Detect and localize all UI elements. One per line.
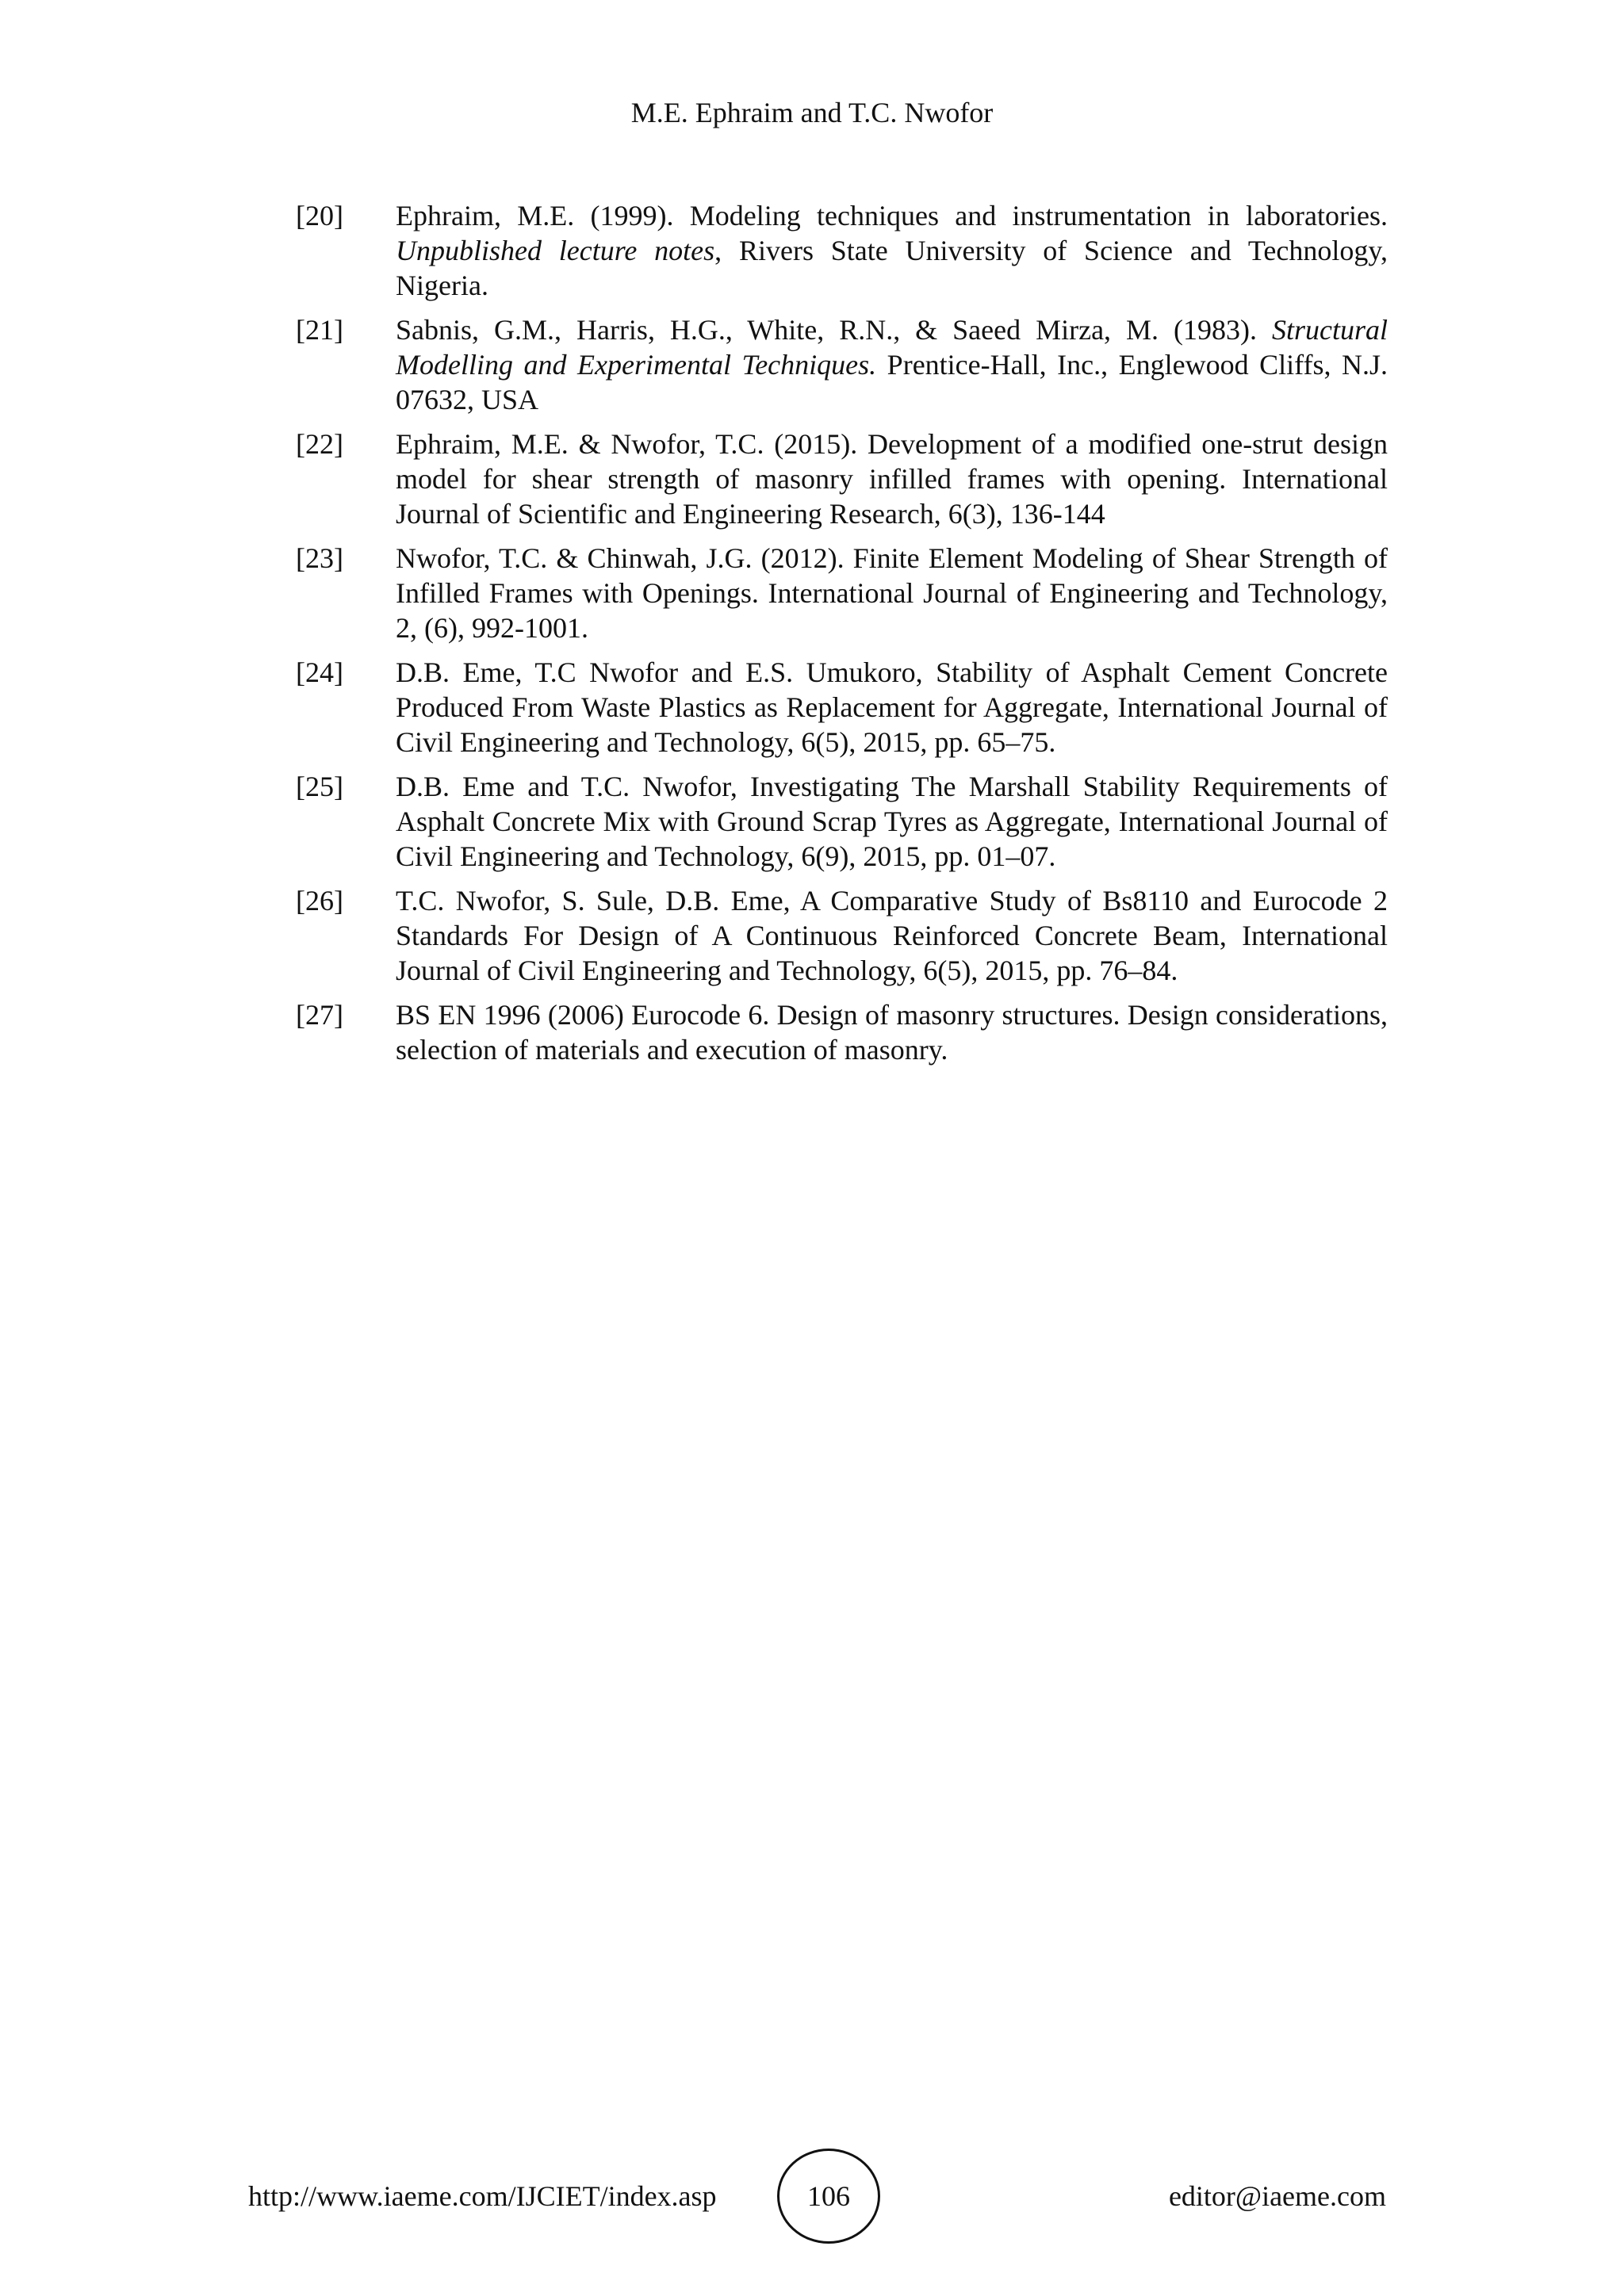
reference-item bbox=[296, 198, 1388, 303]
reference-number: [26] bbox=[296, 885, 343, 916]
footer-email-link[interactable]: editor@iaeme.com bbox=[1168, 2180, 1386, 2212]
reference-segment: D.B. Eme, T.C Nwofor and E.S. Umukoro, Stability of Asphalt Cement Concrete Produced From Waste Plastics as Replacement for Aggregate, International Journal of Civil Engineering and Technology, 6(5), 2015, pp. 65–75. bbox=[396, 656, 1388, 758]
reference-item bbox=[296, 997, 1388, 1067]
reference-number: [22] bbox=[296, 428, 343, 460]
reference-number: [24] bbox=[296, 656, 343, 688]
reference-number: [23] bbox=[296, 542, 343, 574]
reference-item bbox=[296, 769, 1388, 874]
reference-number: [25] bbox=[296, 771, 343, 802]
reference-segment: Nwofor, T.C. & Chinwah, J.G. (2012). Finite Element Modeling of Shear Strength of Infilled Frames with Openings. International Journal of Engineering and Technology, 2, (6), 992-1001. bbox=[396, 542, 1388, 644]
reference-text bbox=[396, 655, 1388, 760]
reference-text bbox=[396, 997, 1388, 1067]
reference-segment: D.B. Eme and T.C. Nwofor, Investigating The Marshall Stability Requirements of Asphalt Concrete Mix with Ground Scrap Tyres as Aggregate, International Journal of Civil Engineering and Technology, 6(9), 2015, pp. 01–07. bbox=[396, 771, 1388, 872]
page-footer bbox=[0, 2149, 1624, 2244]
reference-italic-segment: Unpublished lecture notes bbox=[396, 235, 715, 266]
reference-segment: Ephraim, M.E. (1999). Modeling techniques and instrumentation in laboratories. bbox=[396, 200, 1388, 232]
reference-item bbox=[296, 655, 1388, 760]
page-number: 106 bbox=[807, 2180, 850, 2212]
reference-number: [27] bbox=[296, 999, 343, 1031]
reference-item bbox=[296, 883, 1388, 988]
reference-segment: BS EN 1996 (2006) Eurocode 6. Design of masonry structures. Design considerations, selection of materials and execution of masonry. bbox=[396, 999, 1388, 1066]
reference-text bbox=[396, 312, 1388, 417]
reference-item bbox=[296, 312, 1388, 417]
reference-list bbox=[296, 198, 1388, 1077]
reference-segment: , Rivers State University of Science and Technology, Nigeria. bbox=[396, 235, 1388, 301]
reference-item bbox=[296, 541, 1388, 645]
reference-segment: Ephraim, M.E. & Nwofor, T.C. (2015). Development of a modified one-strut design model for shear strength of masonry infilled frames with opening. International Journal of Scientific and Engineering Research, 6(3), 136-144 bbox=[396, 428, 1388, 530]
reference-italic-segment: Structural Modelling and Experimental Techniques. bbox=[396, 314, 1388, 381]
reference-text bbox=[396, 541, 1388, 645]
reference-number: [20] bbox=[296, 200, 343, 232]
reference-text bbox=[396, 198, 1388, 303]
reference-segment: T.C. Nwofor, S. Sule, D.B. Eme, A Comparative Study of Bs8110 and Eurocode 2 Standards For Design of A Continuous Reinforced Concrete Beam, International Journal of Civil Engineering and Technology, 6(5), 2015, pp. 76–84. bbox=[396, 885, 1388, 986]
reference-number: [21] bbox=[296, 314, 343, 346]
reference-item bbox=[296, 427, 1388, 531]
footer-url-link[interactable]: http://www.iaeme.com/IJCIET/index.asp bbox=[248, 2180, 717, 2212]
page-number-circle bbox=[777, 2149, 880, 2244]
reference-text bbox=[396, 427, 1388, 531]
reference-text bbox=[396, 883, 1388, 988]
running-head: M.E. Ephraim and T.C. Nwofor bbox=[630, 97, 994, 128]
reference-segment: Sabnis, G.M., Harris, H.G., White, R.N., & Saeed Mirza, M. (1983). bbox=[396, 314, 1272, 346]
reference-text bbox=[396, 769, 1388, 874]
reference-segment: Prentice-Hall, Inc., Englewood Cliffs, N.J. 07632, USA bbox=[396, 349, 1388, 415]
